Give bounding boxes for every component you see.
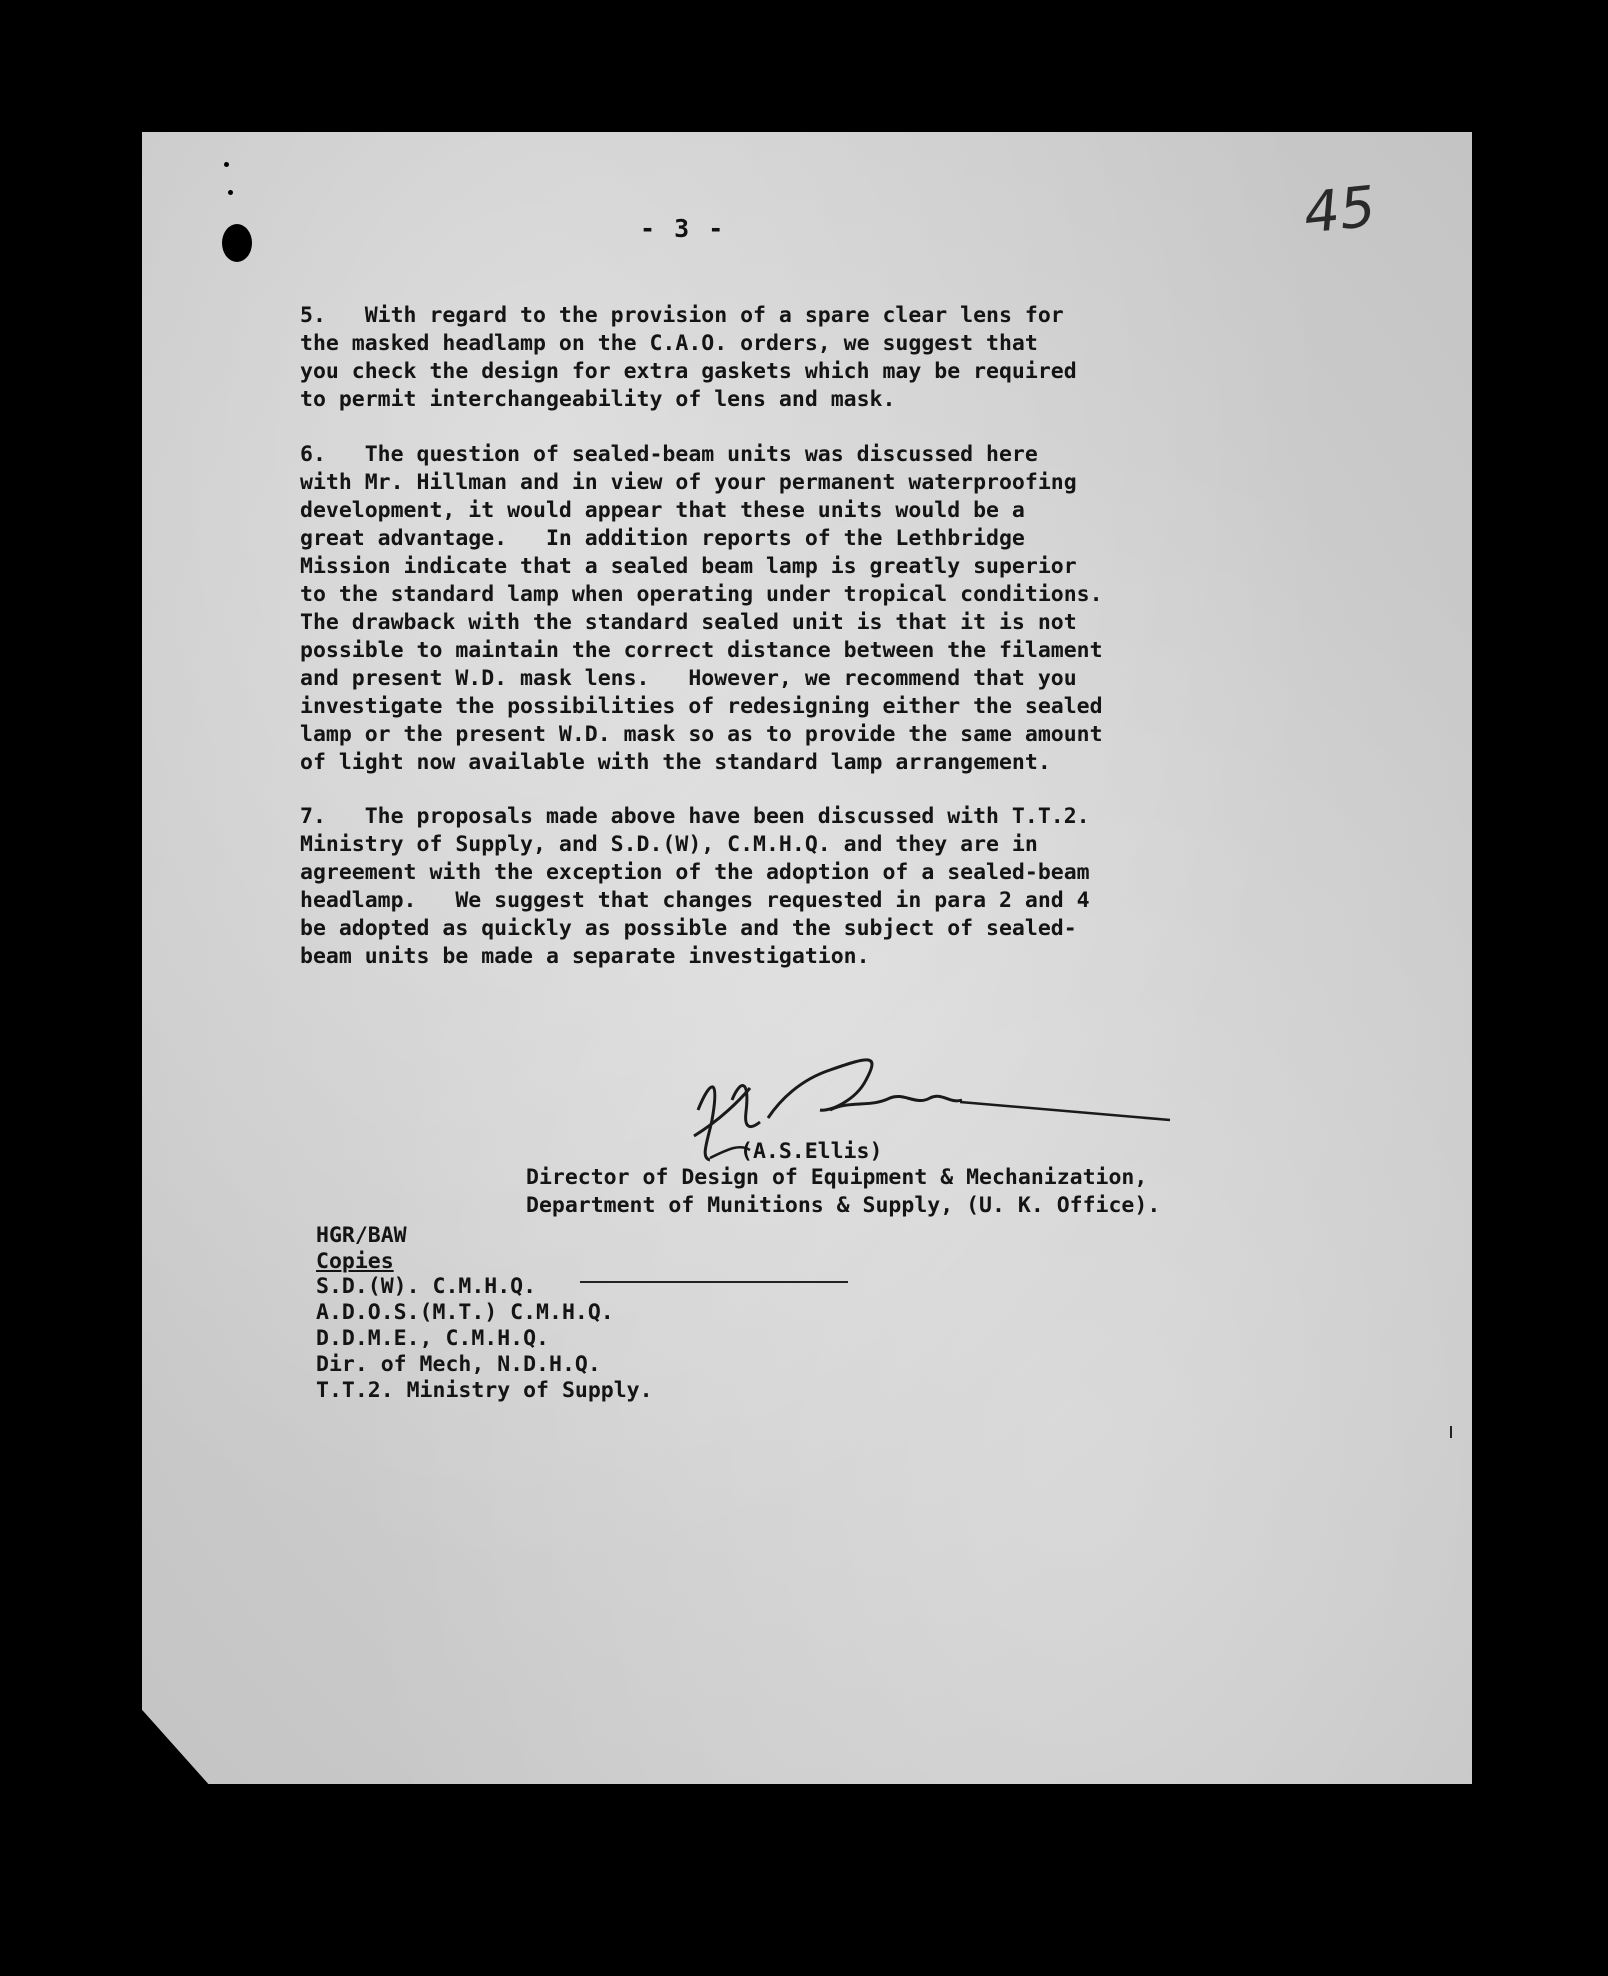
signatory-department: Department of Munitions & Supply, (U. K. Office).	[526, 1193, 1161, 1218]
punch-dot	[224, 162, 229, 167]
copy-recipient: D.D.M.E., C.M.H.Q.	[316, 1326, 549, 1351]
reference-initials: HGR/BAW	[316, 1223, 407, 1248]
punch-dot	[228, 190, 233, 195]
copies-heading: Copies	[316, 1249, 394, 1274]
paragraph-6: 6. The question of sealed-beam units was discussed here with Mr. Hillman and in view of your permanent waterproofing development, it would appear that these units would be a great advantage. In addition reports of the Lethbridge Mission indicate that a sealed beam lamp is greatly superior to the standard lamp when operating under tropical conditions. The drawback with the standard sealed unit is that it is not possible to maintain the correct distance between the filament and present W.D. mask lens. However, we recommend that you investigate the possibilities of redesigning either the sealed lamp or the present W.D. mask so as to provide the same amount of light now available with the standard lamp arrangement.	[300, 442, 1103, 775]
paragraph-5: 5. With regard to the provision of a spare clear lens for the masked headlamp on the C.A.O. orders, we suggest that you check the design for extra gaskets which may be required to permit interchangeability of lens and mask.	[300, 303, 1077, 412]
paragraph-7: 7. The proposals made above have been discussed with T.T.2. Ministry of Supply, and S.D.(W), C.M.H.Q. and they are in agreement with the exception of the adoption of a sealed-beam headlamp. We suggest that changes requested in para 2 and 4 be adopted as quickly as possible and the subject of sealed- beam units be made a separate investigation.	[300, 804, 1090, 969]
edge-mark	[1450, 1426, 1452, 1438]
copy-recipient: T.T.2. Ministry of Supply.	[316, 1378, 653, 1403]
punch-hole	[222, 224, 252, 262]
folio-number: 45	[1300, 174, 1379, 247]
copies-list	[316, 1274, 653, 1404]
copy-recipient: S.D.(W). C.M.H.Q.	[316, 1274, 537, 1299]
copy-recipient: A.D.O.S.(M.T.) C.M.H.Q.	[316, 1300, 614, 1325]
underline-stroke	[580, 1281, 848, 1283]
page-number: - 3 -	[640, 214, 726, 243]
signatory-name: (A.S.Ellis)	[740, 1139, 883, 1164]
copy-recipient: Dir. of Mech, N.D.H.Q.	[316, 1352, 601, 1377]
signatory-title: Director of Design of Equipment & Mechanization,	[526, 1165, 1148, 1190]
